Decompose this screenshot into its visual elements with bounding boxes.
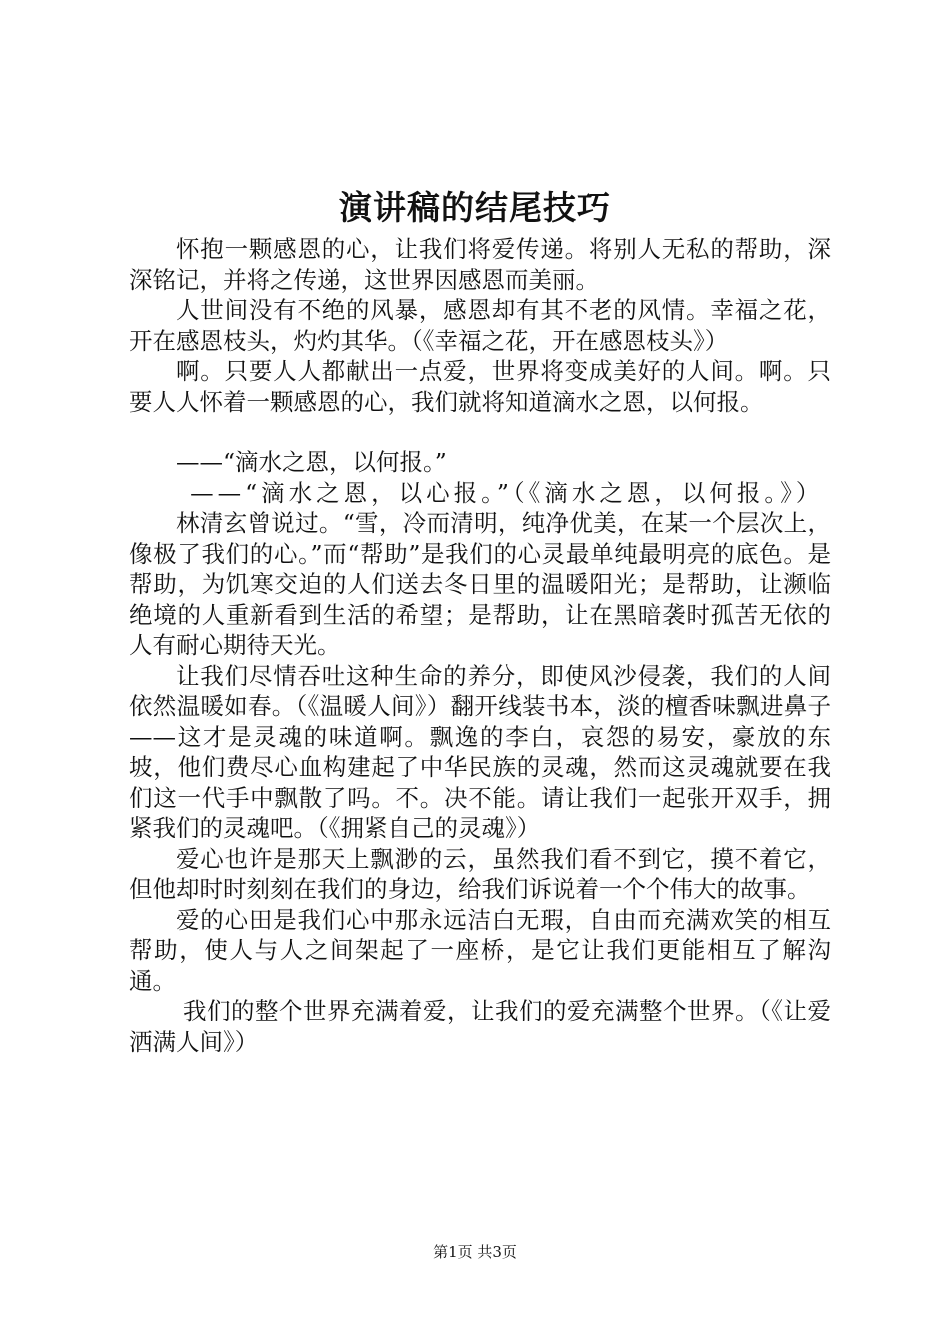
paragraph: 我们的整个世界充满着爱，让我们的爱充满整个世界。（《让爱洒满人间》）: [129, 997, 831, 1056]
paragraph: 爱心也许是那天上飘渺的云，虽然我们看不到它，摸不着它，但他却时时刻刻在我们的身边，给我们诉说着一个个伟大的故事。: [129, 844, 831, 903]
page-number-footer: 第1页 共3页: [433, 1243, 517, 1261]
paragraph: 林清玄曾说过。“雪，冷而清明，纯净优美，在某一个层次上，像极了我们的心。”而“帮助”是我们的心灵最单纯最明亮的底色。是帮助，为饥寒交迫的人们送去冬日里的温暖阳光；是帮助，让濒临绝境的人重新看到生活的希望；是帮助，让在黑暗袭时孤苦无依的人有耐心期待天光。: [129, 509, 831, 659]
quote-line: ——“滴水之恩，以心报。”（《滴水之恩，以何报。》）: [190, 478, 824, 507]
paragraph: 爱的心田是我们心中那永远洁白无瑕，自由而充满欢笑的相互帮助，使人与人之间架起了一座桥，是它让我们更能相互了解沟通。: [129, 905, 831, 995]
page-title: 演讲稿的结尾技巧: [339, 188, 611, 227]
paragraph: 人世间没有不绝的风暴，感恩却有其不老的风情。幸福之花，开在感恩枝头，灼灼其华。（《幸福之花，开在感恩枝头》）: [129, 296, 831, 355]
paragraph: 让我们尽情吞吐这种生命的养分，即使风沙侵袭，我们的人间依然温暖如春。（《温暖人间》）翻开线装书本，淡的檀香味飘进鼻子——这才是灵魂的味道啊。飘逸的李白，哀怨的易安，豪放的东坡，他们费尽心血构建起了中华民族的灵魂，然而这灵魂就要在我们这一代手中飘散了吗。不。决不能。请让我们一起张开双手，拥紧我们的灵魂吧。（《拥紧自己的灵魂》）: [129, 661, 831, 842]
paragraph: 啊。只要人人都献出一点爱，世界将变成美好的人间。啊。只要人人怀着一颗感恩的心，我们就将知道滴水之恩，以何报。: [129, 357, 831, 416]
document-body: [129, 234, 831, 1057]
quote-line: ——“滴水之恩，以何报。”: [176, 448, 447, 476]
paragraph: 怀抱一颗感恩的心，让我们将爱传递。将别人无私的帮助，深深铭记，并将之传递，这世界因感恩而美丽。: [129, 235, 831, 294]
